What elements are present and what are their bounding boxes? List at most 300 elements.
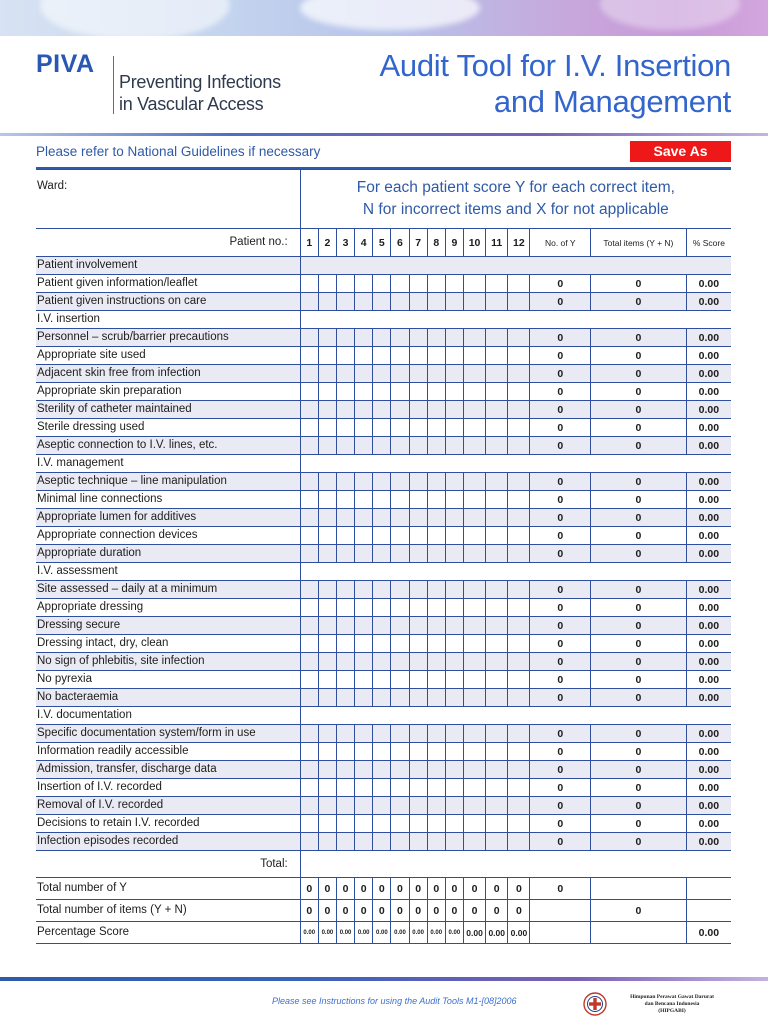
score-cell-patient-1[interactable] [300, 347, 318, 365]
score-cell-patient-6[interactable] [391, 419, 409, 437]
score-cell-patient-9[interactable] [445, 347, 463, 365]
score-cell-patient-6[interactable] [391, 743, 409, 761]
score-cell-patient-12[interactable] [508, 635, 530, 653]
score-cell-patient-10[interactable] [463, 671, 485, 689]
score-cell-patient-7[interactable] [409, 725, 427, 743]
score-cell-patient-12[interactable] [508, 491, 530, 509]
score-cell-patient-2[interactable] [318, 833, 336, 851]
score-cell-patient-10[interactable] [463, 617, 485, 635]
score-cell-patient-5[interactable] [373, 473, 391, 491]
score-cell-patient-9[interactable] [445, 833, 463, 851]
score-cell-patient-3[interactable] [336, 581, 354, 599]
score-cell-patient-8[interactable] [427, 365, 445, 383]
score-cell-patient-3[interactable] [336, 653, 354, 671]
score-cell-patient-8[interactable] [427, 815, 445, 833]
score-cell-patient-6[interactable] [391, 833, 409, 851]
score-cell-patient-1[interactable] [300, 437, 318, 455]
score-cell-patient-3[interactable] [336, 635, 354, 653]
score-cell-patient-10[interactable] [463, 653, 485, 671]
score-cell-patient-12[interactable] [508, 473, 530, 491]
score-cell-patient-8[interactable] [427, 383, 445, 401]
score-cell-patient-7[interactable] [409, 347, 427, 365]
score-cell-patient-9[interactable] [445, 293, 463, 311]
score-cell-patient-9[interactable] [445, 509, 463, 527]
score-cell-patient-12[interactable] [508, 419, 530, 437]
score-cell-patient-8[interactable] [427, 797, 445, 815]
score-cell-patient-7[interactable] [409, 671, 427, 689]
score-cell-patient-1[interactable] [300, 779, 318, 797]
score-cell-patient-1[interactable] [300, 743, 318, 761]
score-cell-patient-9[interactable] [445, 581, 463, 599]
score-cell-patient-9[interactable] [445, 725, 463, 743]
score-cell-patient-3[interactable] [336, 797, 354, 815]
score-cell-patient-5[interactable] [373, 599, 391, 617]
score-cell-patient-9[interactable] [445, 617, 463, 635]
score-cell-patient-3[interactable] [336, 347, 354, 365]
score-cell-patient-6[interactable] [391, 401, 409, 419]
score-cell-patient-12[interactable] [508, 275, 530, 293]
score-cell-patient-1[interactable] [300, 761, 318, 779]
score-cell-patient-5[interactable] [373, 761, 391, 779]
score-cell-patient-12[interactable] [508, 599, 530, 617]
score-cell-patient-5[interactable] [373, 689, 391, 707]
score-cell-patient-4[interactable] [355, 419, 373, 437]
score-cell-patient-11[interactable] [486, 491, 508, 509]
score-cell-patient-10[interactable] [463, 473, 485, 491]
score-cell-patient-3[interactable] [336, 527, 354, 545]
score-cell-patient-11[interactable] [486, 797, 508, 815]
score-cell-patient-3[interactable] [336, 761, 354, 779]
score-cell-patient-7[interactable] [409, 653, 427, 671]
score-cell-patient-4[interactable] [355, 365, 373, 383]
score-cell-patient-12[interactable] [508, 815, 530, 833]
score-cell-patient-10[interactable] [463, 743, 485, 761]
score-cell-patient-11[interactable] [486, 743, 508, 761]
score-cell-patient-11[interactable] [486, 437, 508, 455]
score-cell-patient-9[interactable] [445, 437, 463, 455]
score-cell-patient-3[interactable] [336, 833, 354, 851]
score-cell-patient-7[interactable] [409, 275, 427, 293]
score-cell-patient-2[interactable] [318, 797, 336, 815]
score-cell-patient-5[interactable] [373, 437, 391, 455]
score-cell-patient-4[interactable] [355, 329, 373, 347]
score-cell-patient-11[interactable] [486, 599, 508, 617]
score-cell-patient-2[interactable] [318, 599, 336, 617]
score-cell-patient-10[interactable] [463, 779, 485, 797]
score-cell-patient-7[interactable] [409, 581, 427, 599]
score-cell-patient-8[interactable] [427, 275, 445, 293]
score-cell-patient-9[interactable] [445, 365, 463, 383]
score-cell-patient-3[interactable] [336, 293, 354, 311]
score-cell-patient-9[interactable] [445, 689, 463, 707]
score-cell-patient-7[interactable] [409, 797, 427, 815]
score-cell-patient-6[interactable] [391, 473, 409, 491]
score-cell-patient-2[interactable] [318, 329, 336, 347]
score-cell-patient-12[interactable] [508, 545, 530, 563]
score-cell-patient-3[interactable] [336, 599, 354, 617]
score-cell-patient-12[interactable] [508, 797, 530, 815]
score-cell-patient-11[interactable] [486, 509, 508, 527]
score-cell-patient-2[interactable] [318, 293, 336, 311]
score-cell-patient-3[interactable] [336, 275, 354, 293]
score-cell-patient-7[interactable] [409, 635, 427, 653]
score-cell-patient-4[interactable] [355, 473, 373, 491]
score-cell-patient-5[interactable] [373, 671, 391, 689]
score-cell-patient-2[interactable] [318, 365, 336, 383]
score-cell-patient-6[interactable] [391, 527, 409, 545]
score-cell-patient-12[interactable] [508, 383, 530, 401]
score-cell-patient-8[interactable] [427, 779, 445, 797]
score-cell-patient-5[interactable] [373, 293, 391, 311]
score-cell-patient-5[interactable] [373, 383, 391, 401]
score-cell-patient-7[interactable] [409, 599, 427, 617]
score-cell-patient-2[interactable] [318, 509, 336, 527]
score-cell-patient-6[interactable] [391, 635, 409, 653]
score-cell-patient-9[interactable] [445, 635, 463, 653]
score-cell-patient-4[interactable] [355, 689, 373, 707]
score-cell-patient-2[interactable] [318, 383, 336, 401]
score-cell-patient-2[interactable] [318, 437, 336, 455]
score-cell-patient-4[interactable] [355, 545, 373, 563]
score-cell-patient-1[interactable] [300, 797, 318, 815]
score-cell-patient-1[interactable] [300, 491, 318, 509]
score-cell-patient-2[interactable] [318, 275, 336, 293]
score-cell-patient-7[interactable] [409, 617, 427, 635]
score-cell-patient-8[interactable] [427, 473, 445, 491]
score-cell-patient-4[interactable] [355, 761, 373, 779]
score-cell-patient-8[interactable] [427, 419, 445, 437]
score-cell-patient-4[interactable] [355, 779, 373, 797]
score-cell-patient-2[interactable] [318, 671, 336, 689]
score-cell-patient-3[interactable] [336, 671, 354, 689]
score-cell-patient-7[interactable] [409, 545, 427, 563]
score-cell-patient-1[interactable] [300, 653, 318, 671]
score-cell-patient-7[interactable] [409, 689, 427, 707]
score-cell-patient-11[interactable] [486, 473, 508, 491]
score-cell-patient-3[interactable] [336, 545, 354, 563]
score-cell-patient-1[interactable] [300, 293, 318, 311]
score-cell-patient-11[interactable] [486, 545, 508, 563]
score-cell-patient-12[interactable] [508, 581, 530, 599]
score-cell-patient-4[interactable] [355, 617, 373, 635]
score-cell-patient-8[interactable] [427, 347, 445, 365]
score-cell-patient-1[interactable] [300, 527, 318, 545]
score-cell-patient-9[interactable] [445, 743, 463, 761]
score-cell-patient-3[interactable] [336, 365, 354, 383]
score-cell-patient-9[interactable] [445, 329, 463, 347]
score-cell-patient-9[interactable] [445, 527, 463, 545]
score-cell-patient-12[interactable] [508, 401, 530, 419]
score-cell-patient-5[interactable] [373, 365, 391, 383]
score-cell-patient-8[interactable] [427, 833, 445, 851]
score-cell-patient-4[interactable] [355, 599, 373, 617]
score-cell-patient-8[interactable] [427, 437, 445, 455]
score-cell-patient-11[interactable] [486, 617, 508, 635]
score-cell-patient-6[interactable] [391, 797, 409, 815]
score-cell-patient-10[interactable] [463, 527, 485, 545]
score-cell-patient-6[interactable] [391, 689, 409, 707]
score-cell-patient-5[interactable] [373, 635, 391, 653]
score-cell-patient-7[interactable] [409, 833, 427, 851]
score-cell-patient-11[interactable] [486, 725, 508, 743]
score-cell-patient-11[interactable] [486, 419, 508, 437]
score-cell-patient-1[interactable] [300, 509, 318, 527]
score-cell-patient-3[interactable] [336, 779, 354, 797]
score-cell-patient-10[interactable] [463, 761, 485, 779]
score-cell-patient-3[interactable] [336, 815, 354, 833]
score-cell-patient-12[interactable] [508, 347, 530, 365]
score-cell-patient-10[interactable] [463, 383, 485, 401]
score-cell-patient-4[interactable] [355, 437, 373, 455]
score-cell-patient-8[interactable] [427, 545, 445, 563]
score-cell-patient-10[interactable] [463, 365, 485, 383]
score-cell-patient-1[interactable] [300, 599, 318, 617]
score-cell-patient-1[interactable] [300, 815, 318, 833]
score-cell-patient-7[interactable] [409, 437, 427, 455]
score-cell-patient-1[interactable] [300, 833, 318, 851]
score-cell-patient-12[interactable] [508, 671, 530, 689]
score-cell-patient-2[interactable] [318, 401, 336, 419]
score-cell-patient-3[interactable] [336, 473, 354, 491]
score-cell-patient-9[interactable] [445, 401, 463, 419]
score-cell-patient-9[interactable] [445, 473, 463, 491]
score-cell-patient-4[interactable] [355, 833, 373, 851]
score-cell-patient-12[interactable] [508, 653, 530, 671]
score-cell-patient-10[interactable] [463, 689, 485, 707]
score-cell-patient-5[interactable] [373, 347, 391, 365]
score-cell-patient-6[interactable] [391, 815, 409, 833]
score-cell-patient-4[interactable] [355, 293, 373, 311]
score-cell-patient-9[interactable] [445, 797, 463, 815]
score-cell-patient-1[interactable] [300, 401, 318, 419]
score-cell-patient-4[interactable] [355, 275, 373, 293]
score-cell-patient-11[interactable] [486, 401, 508, 419]
score-cell-patient-12[interactable] [508, 329, 530, 347]
score-cell-patient-5[interactable] [373, 527, 391, 545]
score-cell-patient-2[interactable] [318, 779, 336, 797]
score-cell-patient-4[interactable] [355, 671, 373, 689]
score-cell-patient-3[interactable] [336, 383, 354, 401]
score-cell-patient-1[interactable] [300, 383, 318, 401]
score-cell-patient-6[interactable] [391, 383, 409, 401]
score-cell-patient-8[interactable] [427, 293, 445, 311]
score-cell-patient-12[interactable] [508, 365, 530, 383]
score-cell-patient-7[interactable] [409, 419, 427, 437]
score-cell-patient-10[interactable] [463, 293, 485, 311]
score-cell-patient-12[interactable] [508, 689, 530, 707]
score-cell-patient-11[interactable] [486, 635, 508, 653]
score-cell-patient-2[interactable] [318, 635, 336, 653]
score-cell-patient-4[interactable] [355, 401, 373, 419]
score-cell-patient-2[interactable] [318, 347, 336, 365]
score-cell-patient-11[interactable] [486, 833, 508, 851]
score-cell-patient-6[interactable] [391, 725, 409, 743]
score-cell-patient-6[interactable] [391, 329, 409, 347]
score-cell-patient-1[interactable] [300, 473, 318, 491]
score-cell-patient-8[interactable] [427, 761, 445, 779]
score-cell-patient-9[interactable] [445, 383, 463, 401]
score-cell-patient-1[interactable] [300, 329, 318, 347]
score-cell-patient-11[interactable] [486, 815, 508, 833]
score-cell-patient-7[interactable] [409, 491, 427, 509]
score-cell-patient-8[interactable] [427, 491, 445, 509]
score-cell-patient-1[interactable] [300, 419, 318, 437]
score-cell-patient-3[interactable] [336, 725, 354, 743]
score-cell-patient-5[interactable] [373, 509, 391, 527]
score-cell-patient-2[interactable] [318, 815, 336, 833]
score-cell-patient-10[interactable] [463, 635, 485, 653]
score-cell-patient-5[interactable] [373, 743, 391, 761]
score-cell-patient-9[interactable] [445, 671, 463, 689]
score-cell-patient-9[interactable] [445, 419, 463, 437]
score-cell-patient-9[interactable] [445, 653, 463, 671]
score-cell-patient-7[interactable] [409, 527, 427, 545]
score-cell-patient-11[interactable] [486, 761, 508, 779]
score-cell-patient-6[interactable] [391, 653, 409, 671]
score-cell-patient-4[interactable] [355, 797, 373, 815]
score-cell-patient-11[interactable] [486, 527, 508, 545]
score-cell-patient-3[interactable] [336, 329, 354, 347]
score-cell-patient-2[interactable] [318, 761, 336, 779]
score-cell-patient-1[interactable] [300, 635, 318, 653]
score-cell-patient-11[interactable] [486, 689, 508, 707]
score-cell-patient-12[interactable] [508, 509, 530, 527]
score-cell-patient-7[interactable] [409, 329, 427, 347]
score-cell-patient-8[interactable] [427, 527, 445, 545]
score-cell-patient-4[interactable] [355, 815, 373, 833]
score-cell-patient-8[interactable] [427, 617, 445, 635]
score-cell-patient-7[interactable] [409, 365, 427, 383]
score-cell-patient-4[interactable] [355, 635, 373, 653]
score-cell-patient-11[interactable] [486, 275, 508, 293]
score-cell-patient-10[interactable] [463, 491, 485, 509]
score-cell-patient-9[interactable] [445, 815, 463, 833]
score-cell-patient-4[interactable] [355, 581, 373, 599]
score-cell-patient-3[interactable] [336, 401, 354, 419]
score-cell-patient-3[interactable] [336, 689, 354, 707]
score-cell-patient-8[interactable] [427, 743, 445, 761]
score-cell-patient-1[interactable] [300, 365, 318, 383]
score-cell-patient-8[interactable] [427, 581, 445, 599]
score-cell-patient-2[interactable] [318, 581, 336, 599]
score-cell-patient-5[interactable] [373, 401, 391, 419]
score-cell-patient-10[interactable] [463, 725, 485, 743]
score-cell-patient-11[interactable] [486, 383, 508, 401]
score-cell-patient-9[interactable] [445, 491, 463, 509]
score-cell-patient-6[interactable] [391, 293, 409, 311]
score-cell-patient-7[interactable] [409, 761, 427, 779]
score-cell-patient-2[interactable] [318, 617, 336, 635]
score-cell-patient-8[interactable] [427, 329, 445, 347]
score-cell-patient-7[interactable] [409, 401, 427, 419]
score-cell-patient-6[interactable] [391, 437, 409, 455]
score-cell-patient-10[interactable] [463, 581, 485, 599]
score-cell-patient-5[interactable] [373, 275, 391, 293]
score-cell-patient-1[interactable] [300, 545, 318, 563]
score-cell-patient-8[interactable] [427, 509, 445, 527]
score-cell-patient-10[interactable] [463, 797, 485, 815]
score-cell-patient-3[interactable] [336, 617, 354, 635]
score-cell-patient-2[interactable] [318, 743, 336, 761]
score-cell-patient-8[interactable] [427, 671, 445, 689]
score-cell-patient-5[interactable] [373, 815, 391, 833]
score-cell-patient-8[interactable] [427, 653, 445, 671]
score-cell-patient-3[interactable] [336, 509, 354, 527]
score-cell-patient-6[interactable] [391, 779, 409, 797]
score-cell-patient-5[interactable] [373, 329, 391, 347]
score-cell-patient-9[interactable] [445, 599, 463, 617]
score-cell-patient-6[interactable] [391, 671, 409, 689]
score-cell-patient-8[interactable] [427, 401, 445, 419]
score-cell-patient-6[interactable] [391, 599, 409, 617]
score-cell-patient-2[interactable] [318, 653, 336, 671]
score-cell-patient-2[interactable] [318, 689, 336, 707]
score-cell-patient-6[interactable] [391, 509, 409, 527]
score-cell-patient-10[interactable] [463, 347, 485, 365]
score-cell-patient-6[interactable] [391, 275, 409, 293]
score-cell-patient-10[interactable] [463, 275, 485, 293]
score-cell-patient-11[interactable] [486, 653, 508, 671]
score-cell-patient-4[interactable] [355, 383, 373, 401]
score-cell-patient-11[interactable] [486, 581, 508, 599]
score-cell-patient-11[interactable] [486, 347, 508, 365]
score-cell-patient-11[interactable] [486, 293, 508, 311]
score-cell-patient-5[interactable] [373, 797, 391, 815]
score-cell-patient-3[interactable] [336, 491, 354, 509]
score-cell-patient-5[interactable] [373, 491, 391, 509]
score-cell-patient-1[interactable] [300, 581, 318, 599]
score-cell-patient-10[interactable] [463, 437, 485, 455]
score-cell-patient-5[interactable] [373, 419, 391, 437]
score-cell-patient-1[interactable] [300, 275, 318, 293]
score-cell-patient-12[interactable] [508, 761, 530, 779]
score-cell-patient-11[interactable] [486, 365, 508, 383]
score-cell-patient-4[interactable] [355, 491, 373, 509]
score-cell-patient-5[interactable] [373, 653, 391, 671]
score-cell-patient-5[interactable] [373, 833, 391, 851]
score-cell-patient-2[interactable] [318, 545, 336, 563]
score-cell-patient-5[interactable] [373, 545, 391, 563]
score-cell-patient-8[interactable] [427, 725, 445, 743]
score-cell-patient-6[interactable] [391, 617, 409, 635]
score-cell-patient-7[interactable] [409, 383, 427, 401]
score-cell-patient-1[interactable] [300, 671, 318, 689]
score-cell-patient-6[interactable] [391, 761, 409, 779]
score-cell-patient-6[interactable] [391, 347, 409, 365]
score-cell-patient-6[interactable] [391, 491, 409, 509]
score-cell-patient-10[interactable] [463, 599, 485, 617]
score-cell-patient-1[interactable] [300, 725, 318, 743]
score-cell-patient-9[interactable] [445, 779, 463, 797]
score-cell-patient-9[interactable] [445, 761, 463, 779]
score-cell-patient-12[interactable] [508, 743, 530, 761]
score-cell-patient-3[interactable] [336, 419, 354, 437]
score-cell-patient-4[interactable] [355, 725, 373, 743]
score-cell-patient-2[interactable] [318, 725, 336, 743]
score-cell-patient-1[interactable] [300, 617, 318, 635]
score-cell-patient-2[interactable] [318, 527, 336, 545]
score-cell-patient-12[interactable] [508, 437, 530, 455]
score-cell-patient-2[interactable] [318, 473, 336, 491]
score-cell-patient-4[interactable] [355, 653, 373, 671]
score-cell-patient-4[interactable] [355, 743, 373, 761]
score-cell-patient-11[interactable] [486, 329, 508, 347]
score-cell-patient-12[interactable] [508, 725, 530, 743]
score-cell-patient-4[interactable] [355, 509, 373, 527]
score-cell-patient-10[interactable] [463, 509, 485, 527]
score-cell-patient-6[interactable] [391, 545, 409, 563]
score-cell-patient-12[interactable] [508, 617, 530, 635]
